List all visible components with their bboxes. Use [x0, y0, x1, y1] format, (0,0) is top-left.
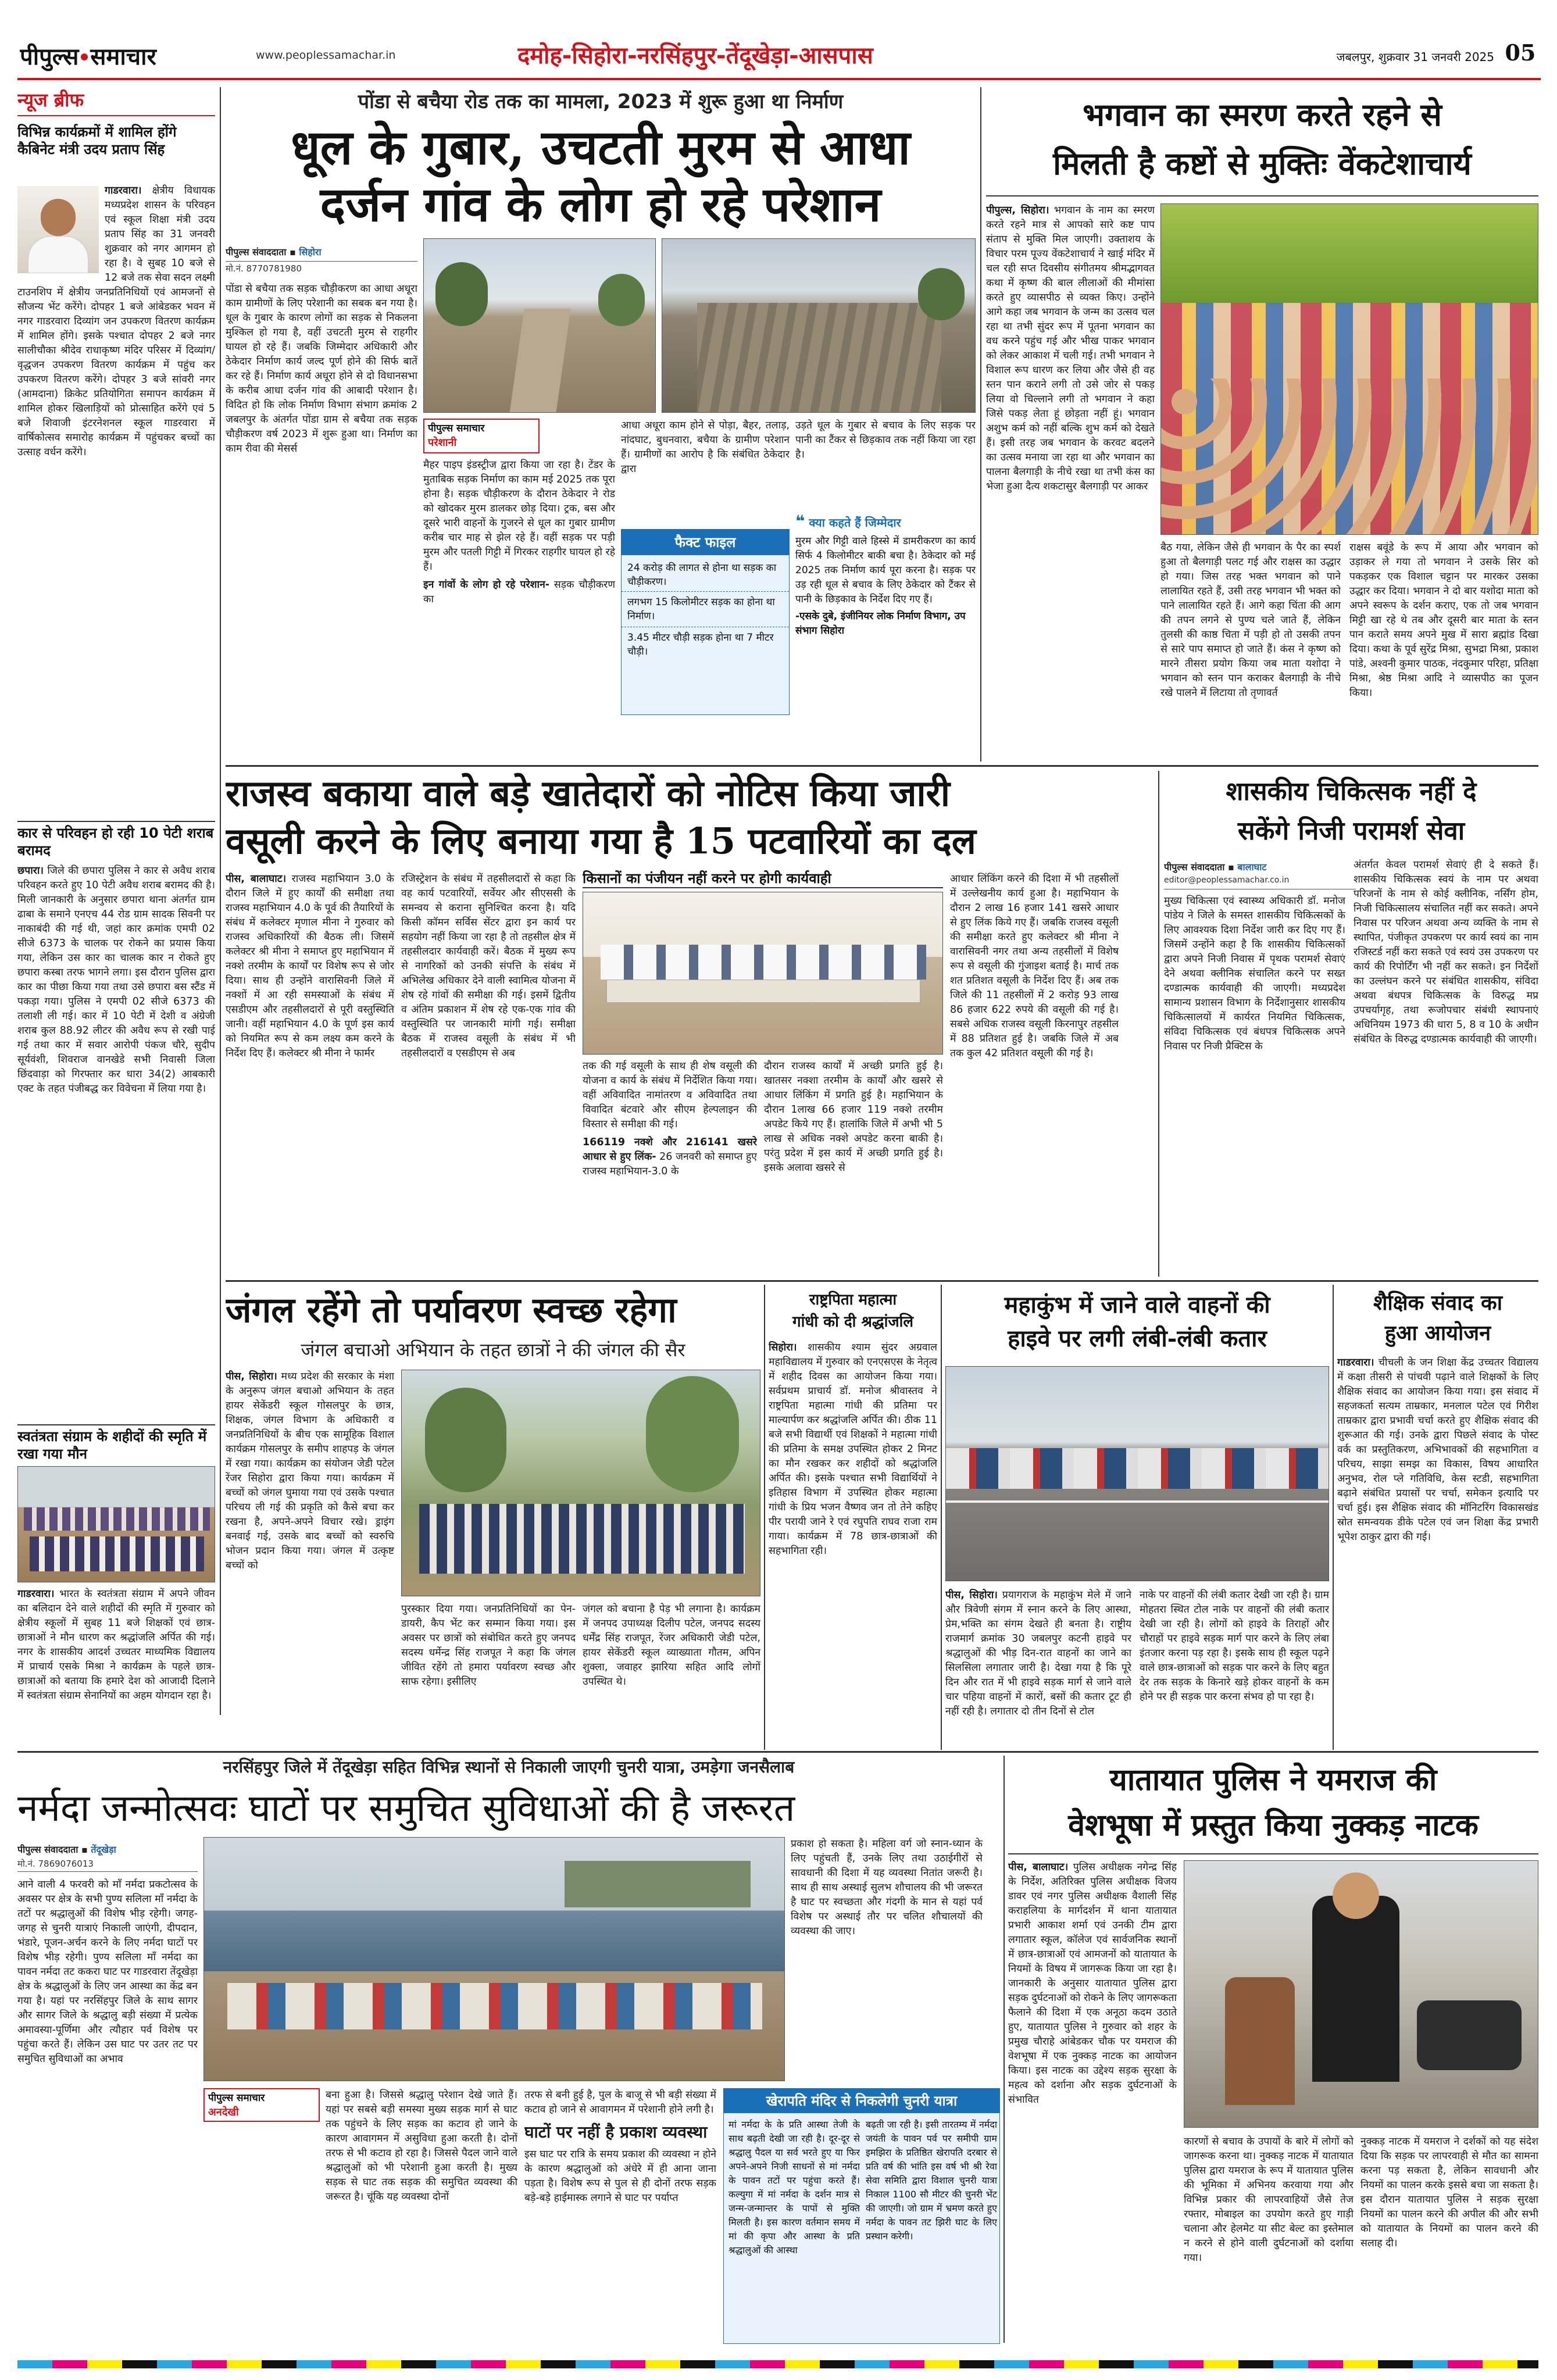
road-headline-2: दर्जन गांव के लोग हो रहे परेशान [320, 177, 881, 233]
road-kicker: पोंडा से बचैया रोड तक का मामला, 2023 में शुरू हुआ था निर्माण [358, 90, 844, 113]
road-byline: पीपुल्स संवाददाता ▪ सिहोरा [226, 245, 417, 262]
brief-3-title: स्वतंत्रता संग्राम के शहीदों की स्मृति में रखा गया मौन [17, 1428, 207, 1462]
road-col2-text: मैहर पाइप इंडस्ट्रीज द्वारा किया जा रहा है। टेंडर के मुताबिक सड़क निर्माण का काम मई 2025 तक पूरा होना है। सड़क चौड़ीकरण के दौरान ठेकेदार ने रोड को खोदकर मुरम डालकर छोड़ दिया। ट्रक, बस और दूसरे भारी वाहनों के गुजरने से धूल का गुबार ग्रामीण करीब चार माह से झेल रहे हैं। वहीं सड़क पर पड़ी मुरम और पतली गिट्टी में गिरकर राहगीर घायल हो रहे हैं। [423, 459, 615, 573]
traffic-col1-text: पुलिस अधीक्षक नगेन्द्र सिंह के निर्देश, अतिरिक्त पुलिस अधीक्षक विजय डावर एवं नगर पुलिस अधीक्षक वैशाली सिंह कराहलिया के मार्गदर्शन में थाना यातायात प्रभारी आकाश शर्मा एवं उनकी टीम द्वारा लगातार स्कूल, कॉलेज एवं सार्वजनिक स्थानों में छात्र-छात्राओं एवं आमजनों को यातायात के नियमों के विषय में जागरूक किया जा रहा है। जानकारी के अनुसार यातायात पुलिस द्वारा सड़क दुर्घटनाओं को रोकने के लिए जागरूकता फैलाने की दिशा में एक अनूठा कदम उठाते हुए, यातायात पुलिस ने गुरुवार को शहर के प्रमुख चौराहे आंबेडकर चौक पर यमराज की वेशभूषा में एक नुक्कड़ नाटक का आयोजन किया। इस नाटक का उद्देश्य सड़क सुरक्षा के महत्व को दर्शाना और सड़क दुर्घटनाओं के संभावित [1008, 1861, 1177, 2106]
edu-headline-1: शैक्षिक संवाद का [1373, 1291, 1503, 1315]
brief-1-title: विभिन्न कार्यक्रमों में शामिल होंगे कैबिनेट मंत्री उदय प्रताप सिंह [17, 124, 177, 158]
road-tag-label: परेशानी [428, 437, 457, 449]
dusty-road-photo-1 [423, 238, 656, 413]
brief-1-place: गाडरवारा। [105, 185, 142, 196]
narmada-ghat-photo [203, 1837, 785, 2081]
revenue-meeting-photo [583, 892, 943, 1055]
revenue-col-2 [401, 872, 576, 1273]
narmada-headline: नर्मदा जन्मोत्सवः घाटों पर समुचित सुविधाओं की है जरूरत [17, 1787, 795, 1830]
brief-3-place: गाडरवारा। [17, 1588, 55, 1600]
revenue-col3-text: तक की गई वसूली के साथ ही शेष वसूली की योजना व कार्य के संबंध में निर्देशित किया गया। वहीं अविवादित नामांतरण व अविवादित तथा विवादित बंटवारे और सीएम हेल्पलाइन की विस्तार से समीक्षा की गई। [583, 1060, 757, 1130]
forest-col3-text: जंगल को बचाना है पेड़ भी लगाना है। कार्यक्रम में जनपद उपाध्यक्ष दिलीप पटेल, जनपद सदस्य धर्मेंद्र सिंह राजपूत, रेंजर अधिकारी जेडी पटेल, हायर सेकेंडरी स्कूल व्याख्याता गौतम, अपिन शुक्ला, जवाहर झारिया सहित आदि लोगों उपस्थित थे। [583, 1603, 760, 1688]
forest-students-photo [401, 1370, 760, 1596]
narmada-col4-text: प्रकाश हो सकता है। महिला वर्ग जो स्नान-ध्यान के लिए पहुंचती हैं, उनके लिए तथा उठाईगीरों से सावधानी की दिशा में यह व्यवस्था नितांत जरूरी है। साथ ही साथ अस्थाई सुलभ शौचालय की भी जरूरत है घाट पर स्वच्छता और गंदगी के मान से यहां पर्व विशेष पर अस्थाई तौर पर चलित शौचालयों की व्यवस्था की जाए। [791, 1838, 983, 1937]
revenue-col-1 [226, 872, 394, 1273]
revenue-col2-text: रजिस्ट्रेशन के संबंध में तहसीलदारों से कहा कि वह कार्य पटवारियों, सर्वेयर और सीएससी के समन्वय से कराना सुनिश्चित करना है। यदि किसी कॉमन सर्विस सेंटर द्वारा इन कार्य पर सहयोग नहीं किया जा रहा है तो तहसील क्षेत्र में तहसीलदार कार्यवाही करें। बैठक में मुख्य रूप से नागरिकों को उनकी संपत्ति के संबंध में अभिलेख अधिकार देने वाली स्वामित्व योजना में शेष रहे गांवों की समीक्षा की गई। इसमें द्वितीय व अंतिम प्रकाशन में शेष रहे एक-एक गांव की वस्तुस्थिति पर जानकारी मांगी गई। समीक्षा बैठक में राजस्व वसूली के संबंध में भी तहसीलदारों व एसडीएम से अब [401, 873, 576, 1059]
forest-story [226, 1285, 760, 1750]
traffic-col-1 [1008, 1860, 1177, 2346]
brief-2-place: छपारा। [17, 865, 44, 877]
region-1: दमोह- [517, 42, 572, 69]
fact-1: 24 करोड़ की लागत से होना था सड़क का चौड़ीकरण। [622, 555, 789, 592]
traffic-col-3 [1360, 2135, 1538, 2346]
response-name: -एसके दुबे, इंजीनियर लोक निर्माण विभाग, उप संभाग सिहोरा [795, 610, 966, 637]
narmada-byline: पीपुल्स संवाददाता ▪ तेंदूखेड़ा [17, 1844, 116, 1855]
narmada-col3-sub: घाटों पर नहीं है प्रकाश व्यवस्था [524, 2122, 708, 2142]
doctor-col-1 [1164, 894, 1345, 1272]
bhagwat-col-1 [986, 203, 1155, 762]
brief-1-text [17, 184, 215, 660]
edu-place: गाडरवारा। [1337, 1357, 1374, 1368]
brand-left: पीपुल्स [20, 43, 79, 70]
highway-queue-photo [945, 1366, 1329, 1581]
forest-col-1 [226, 1370, 394, 1748]
bhagwat-col1-text: भगवान के नाम का स्मरण करते रहने मात्र से आपको सारे कष्ट पाप संताप से मुक्ति मिल जाएगी। उक्ताशय के विचार परम पूज्य वेंकटेशाचार्य ने खाई मंदिर में चल रही सप्त दिवसीय संगीतमय श्रीमद्भागवत कथा में कृष्ण की बाल लीलाओं की मीमांसा करते हुए व्यासपीठ से व्यक्त किए। उन्होंने आगे कहा जब भगवान के जन्म का उत्सव चल रहा था तभी सुंदर रूप में पूतना भगवान का वध करने पहुंच गई और भीख पाकर भगवान को लेकर आकाश में चली गई। तभी भगवान ने विशाल रूप धारण कर लिया और जैसे ही वह स्तन पान कराने लगी तो उसे जोर से पकड़ लिया वो चिल्लाने लगी तो भगवान ने कहा जिसे पकड़ लेता हूं छोड़ता नहीं हूं। भगवान अशुभ कर्म को नहीं बल्कि शुभ कर्म को देखते हैं। इसी तरह जब भगवान के करवट बदलने का उत्सव मनाया जा रहा था और भगवान का पालना बैलगाड़ी के नीचे रखा था तभी कंस का भेजा हुआ दैत्य शकटासुर बैलगाड़ी पर आकर [986, 205, 1155, 492]
road-tag-brand: पीपुल्स समाचार [428, 423, 485, 434]
road-col-1 [226, 282, 417, 759]
road-byline-a: पीपुल्स संवाददाता [226, 246, 287, 258]
revenue-col5-text: आधार लिंकिंग करने की दिशा में भी तहसीलों में उल्लेखनीय कार्य हुआ है। महाभियान के दौरान 2 लाख 16 हजार 141 खसरे आधार से हुए लिंक किये गए हैं। जबकि राजस्व वसूली की समीक्षा करते हुए कलेक्टर श्री मीना ने वारासिवनी नगर तथा अन्य तहसीलों में विशेष रूप से वसूली की गुंजाइश बताई है। मार्च तक शत प्रतिशत वसूली के निर्देश दिए हैं। अब तक जिले की 11 तहसीलों में 2 करोड़ 93 लाख 86 हजार 622 रुपये की वसूली की गई है। सबसे अधिक राजस्व वसूली किरनापुर तहसील में 88 प्रतिशत हुई है। जबकि जिले में अब तक कुल 42 प्रतिशत वसूली की गई है। [950, 873, 1119, 1059]
kumbh-story [945, 1285, 1329, 1750]
narmada-tag [203, 2088, 320, 2122]
kumbh-headline-2: हाइवे पर लगी लंबी-लंबी कतार [1008, 1325, 1267, 1352]
bhagwat-col-2 [1160, 541, 1341, 762]
narmada-col-2 [326, 2088, 517, 2344]
kumbh-col1-text: प्रयागराज के महाकुंभ मेले में जाने और त्रिवेणी संगम में स्नान करने के लिए आस्था, प्रेम,भक्ति का संगम देखते ही बनता है। राष्ट्रीय राजमार्ग क्रमांक 30 जबलपुर कटनी हाइवे पर श्रद्धालुओं की भीड़ दिन-रात वाहनों का जाने का सिलसिला लगातार जारी है। देखा गया है कि पूरे दिन और रात में भी हाइवे सड़क मार्ग से जाने वाले चार पहिया वाहनों में कारों, बसों की कतार टूट ही नहीं रही है। लगातार दो तीन दिनों से टोल [945, 1589, 1131, 1717]
bhagwat-headline-1: भगवान का स्मरण करते रहने से [1083, 96, 1442, 133]
road-col1-text: पोंडा से बचैया तक सड़क चौड़ीकरण का आधा अधूरा काम ग्रामीणों के लिए परेशानी का सबक बन गया है। धूल के गुबार के कारण लोगों का सड़क से निकलना मुश्किल हो गया है, वहीं उचटती मुरम से राहगीर घायल हो रहे हैं। जबकि जिम्मेदार अधिकारी और ठेकेदार निर्माण कार्य जल्द पूर्ण होने की सिर्फ बातें कर रहे हैं। निर्माण कार्य अधूरा होने से दो विधानसभा के करीब आधा दर्जन गांव की आबादी परेशान है। विदित हो कि लोक निर्माण विभाग संभाग क्रमांक 2 जबलपुर के अंतर्गत पोंडा ग्राम से बचैया तक सड़क चौड़ीकरण वर्ष 2023 में शुरू हुआ था। निर्माण का काम रीवा की मेसर्स [226, 283, 417, 455]
revenue-col4-text: दौरान राजस्व कार्यों में अच्छी प्रगति हुई है। खातसर नक्शा तरमीम के कार्यों और खसरे से आधार लिंकिंग में प्रगति हुई है। महाभियान के दौरान 1लाख 66 हजार 119 नक्शे तरमीम अपडेट किये गए हैं। हालांकि जिले में अभी भी 5 लाख से अधिक नक्शे अपडेट करना बाकी है। परंतु प्रदेश में इस कार्य में अच्छी प्रगति हुई है। इसके अलावा खसरे से [764, 1060, 943, 1174]
page-number: 05 [1505, 40, 1536, 66]
brief-2-body: जिले की छपारा पुलिस ने कार से अवैध शराब परिवहन करते हुए 10 पेटी अवैध शराब बरामद की है। मिली जानकारी के अनुसार छपारा थाना अंतर्गत ग्राम ढाबा के समाने एनएच 44 रोड ग्राम सादक सिवनी पर नाकाबंदी की गई थी, जहां कार क्रमांक एमपी 02 सीजे 6373 के चालक पर रोकने का प्रयास किया गया, लेकिन उस कार का चालक कार न रोकते हुए छपारा कस्बा तरफ भागने लगा। इस दौरान पुलिस द्वारा कार का पीछा किया गया तथा उसे छपारा बस स्टैंड में पकड़ा गया। पुलिस ने एमपी 02 सीजे 6373 की तलाशी ली गई। कार में 10 पेटी में देशी व अंग्रेजी शराब कुल 88.92 लीटर की अवैध रूप से रखी पाई गई तथा कार में सवार आरोपी पंकज चौरे, सुदीप सूर्यवंशी, शिवराज वानखेडे सभी निवासी जिला छिंदवाड़ा को गिरफ्तार कर धारा 34(2) आबकारी एक्ट के तहत पंजीबद्ध कर विवेचना में लिया गया है। [17, 865, 215, 1095]
doctor-byline: पीपुल्स संवाददाता ▪ बालाघाट [1164, 862, 1267, 873]
chunari-box-col-1: मां नर्मदा के के प्रति आस्था तेजी के साथ बढ़ती देखी जा रही है। दूर-दूर से श्रद्धालु पैदल या सर्व भरते हुए या फिर अपने-अपने निजी साधनों से मां नर्मदा के पावन तटों पर पहुंचा करते हैं। कल्युगा में मां नर्मदा के दर्शन मात्र से जन्म-जन्मान्तर के पापों से मुक्ति मिलती है। इस कारण वर्तमान समय में मां की कृपा और आस्था के प्रति श्रद्धालुओं की आस्था [728, 2119, 860, 2256]
kumbh-col-1 [945, 1588, 1131, 1749]
brand-dot-icon [81, 53, 88, 60]
region-4: तेंदूखेड़ा- [726, 42, 799, 69]
chunari-box-col-2: बढ़ती जा रही है। इसी तारतम्य में नर्मदा जयंती के पावन पर्व पर समीपी ग्राम इमझिरा के प्रतिष्ठित खेरापति दरबार से प्रति वर्ष की भांति इस वर्ष भी श्री रेवा सेवा समिति द्वारा विशाल चुनरी यात्रा निकाल 1100 सौ मीटर की चुनरी भेंट की जाएगी। जो ग्राम में भ्रमण करते हुए नर्मदा के पावन तट झिरी घाट के लिए प्रस्थान करेगी। [866, 2119, 997, 2242]
forest-col-3 [583, 1602, 760, 1748]
road-mobile: मो.नं. 8770781980 [226, 263, 302, 274]
road-headline-1: धूल के गुबार, उचटती मुरम से आधा [291, 120, 910, 176]
road-col4-text: उड़ते धूल के गुबार से बचाव के लिए सड़क पर पानी का टैंकर से छिड़काव तक नहीं किया जा रहा है। [795, 420, 976, 460]
farmer-subhead: किसानों का पंजीयन नहीं करने पर होगी कार्यवाही [583, 869, 943, 888]
narmada-col-1 [17, 1878, 198, 2343]
fact-file-box [621, 529, 790, 715]
official-response [795, 512, 976, 756]
narmada-col-4 [791, 1837, 983, 2081]
road-col3-text: आधा अधूरा काम होने से पोड़ा, बैहर, तलाड़, नांदघाट, बुधनवारा, बचैया के ग्रामीण परेशान हैं। ग्रामीणों का आरोप है कि संबंधित ठेकेदार द्वारा [621, 420, 790, 475]
road-col-3 [621, 419, 790, 523]
revenue-col3-bold: 166119 नक्शे और 216141 खसरे आधार से हुए लिंक- [583, 1137, 757, 1163]
edu-body [1337, 1356, 1538, 1749]
brand-right: समाचार [90, 43, 156, 70]
doctor-byline-a: पीपुल्स संवाददाता [1164, 862, 1225, 873]
response-text: मुरम और गिट्टी वाले हिस्से में डामरीकरण का कार्य सिर्फ 4 किलोमीटर बाकी बचा है। ठेकेदार को मई 2025 तक निर्माण कार्य पूरा करना है। सड़क पर उड़ रही धूल से बचाव के लिए ठेकेदार को टैंकर से पानी के छिड़काव के निर्देश दिए गए हैं। [795, 535, 976, 605]
bhagwat-col-3 [1349, 541, 1538, 762]
road-col2-tail: सड़क चौड़ीकरण का [423, 579, 615, 605]
revenue-headline-1: राजस्व बकाया वाले बड़े खातेदारों को नोटिस किया जारी [226, 772, 950, 814]
traffic-headline-2: वेशभूषा में प्रस्तुत किया नुक्कड़ नाटक [1068, 1807, 1479, 1843]
fact-3: 3.45 मीटर चौड़ी सड़क होना था 7 मीटर चौड़ी। [627, 632, 774, 657]
brand-logo[interactable] [20, 40, 252, 74]
revenue-col-5 [950, 872, 1119, 1273]
brief-2-title: कार से परिवहन हो रही 10 पेटी शराब बरामद [17, 825, 214, 859]
bhagwat-col3-text: राक्षस बवूंडे के रूप में आया और भगवान को उड़ाकर ले गया तो भगवान ने उसके सिर को पकड़कर एक विशाल चट्टान पर मारकर उसका उद्धार कर दिया। भगवान ने दो बार यशोदा माता को अपने स्वरूप के दर्शन कराए, एक तो जब भगवान मिट्टी खा रहे थे तब और दूसरी बार माता के स्तन पान कराते समय अपने मुख में सारा ब्रह्मांड दिखा दिया। कथा के पूर्व सुरेंद्र मिश्रा, सुभद्रा मिश्रा, प्रकाश पांडे, अश्वनी कुमार पाठक, नंदकुमार परिहा, प्रतिक्षा मिश्रा, श्रेष्ठ मिश्रा आदि ने व्यासपीठ का पूजन किया। [1349, 542, 1538, 699]
traffic-col-2 [1184, 2135, 1354, 2346]
narmada-story [17, 1756, 1000, 2349]
gandhi-body [769, 1341, 937, 1748]
response-title-text: क्या कहते हैं जिम्मेदार [809, 516, 901, 530]
narmada-col1-text: आने वाली 4 फरवरी को माँ नर्मदा प्रकटोत्सव के अवसर पर क्षेत्र के सभी पुण्य सलिला माँ नर्मदा के तटों पर श्रद्धालुओं की विशेष भीड़ रहेगी। जगह-जगह से चुनरी यात्राएं निकाली जाएंगी, दीपदान, भंडारे, पूजन-अर्चन करने के लिए नर्मदा घाटों पर विशेष भीड़ रहेगी। पुण्य सलिला माँ नर्मदा का पावन नर्मदा तट ककरा घाट पर गाडरवारा तेंदूखेड़ा क्षेत्र के श्रद्धालुओं के लिए जन आस्था का केंद्र बन गया है। यहां पर नरसिंहपुर जिले के साथ सागर और सागर जिले के श्रद्धालु बड़ी संख्या में प्रत्येक अमावस्या-पूर्णिमा और त्यौहार पर्व विशेष पर पहुंचा करते हैं। लेकिन उस घाट पर उतर तट पर समुचित सुविधाओं का अभाव [17, 1879, 198, 2065]
narmada-col3-tail: इस घाट पर रात्रि के समय प्रकाश की व्यवस्था न होने के कारण श्रद्धालुओं को अंधेरे में ही आना जाना पड़ता है। विशेष रूप से पुल से ही दोनों तरफ सड़क बड़े-बड़े हाईमास्क लगाने से घाट पर पर्याप्त [524, 2149, 716, 2204]
gandhi-headline-2: गांधी को दी श्रद्धांजलि [792, 1313, 914, 1331]
traffic-col2-text: कारणों से बचाव के उपायों के बारे में लोगों को जागरूक करना था। नुक्कड़ नाटक में यातायात पुलिस द्वारा यमराज के रूप में यातायात पुलिस की भूमिका में अभिनय करवाया गया और विभिन्न प्रकार की लापरवाहियों जैसे तेज रफ्तार, मोबाइल का उपयोग करते हुए गाड़ी चलाना और हेलमेट या सीट बेल्ट का इस्तेमाल न करने से होने वाली दुर्घटनाओं को दर्शाया गया। [1184, 2136, 1354, 2264]
forest-col-2 [401, 1602, 576, 1748]
gandhi-story [769, 1285, 937, 1750]
quote-icon: ❝ [795, 512, 805, 531]
road-col-4 [795, 419, 976, 506]
doctor-byline-b: बालाघाट [1237, 862, 1267, 873]
revenue-col3-tail: 26 जनवरी को समाप्त हुए राजस्व महाभियान-3.0 के [583, 1151, 757, 1177]
brief-2-text [17, 864, 215, 1468]
road-tag [423, 419, 540, 453]
print-registration-strip [17, 2360, 1538, 2368]
kumbh-col-2 [1140, 1588, 1329, 1749]
doctor-headline-1: शासकीय चिकित्सक नहीं दे [1226, 777, 1477, 806]
narmada-kicker: नरसिंहपुर जिले में तेंदूखेड़ा सहित विभिन्न स्थानों से निकाली जाएगी चुनरी यात्रा, उमड़ेगा जनसैलाब [223, 1757, 795, 1777]
kumbh-col2-text: नाके पर वाहनों की लंबी कतार देखी जा रही है। ग्राम मोहतरा स्थित टोल नाके पर वाहनों की लंबी कतार देखी जा रही है। लोगों को हाइवे के तिराहों और चौराहों पर हाइवे सड़क मार्ग पार करने के लिए लंबा इंतजार करना पड़ रहा है। इसके साथ ही स्कूल पढ़ने वाले छात्र-छात्राओं को सड़क पार करने के लिए बहुत देर तक सड़क के किनारे खड़े होकर वाहनों के कम होने पर ही सड़क पार करना संभव हो पा रहा है। [1140, 1589, 1329, 1703]
dateline: जबलपुर, शुक्रवार 31 जनवरी 2025 [1336, 50, 1494, 64]
revenue-headline-2: वसूली करने के लिए बनाया गया है 15 पटवारियों का दल [226, 820, 976, 862]
narmada-col3-text: तरफ से बनी हुई है, पुल के बाजू से भी बड़ी संख्या में कटाव हो जाने से आवागमन में परेशानी होने लगी है। [524, 2089, 716, 2115]
brief-3-body: भारत के स्वतंत्रता संग्राम में अपने जीवन का बलिदान देने वाले शहीदों की स्मृति में गुरुवार को क्षेत्रीय स्कूलों में सुबह 11 बजे शिक्षकों एवं छात्र-छात्राओं ने मौन धारण कर श्रद्धांजलि अर्पित की गई। नगर के शासकीय आदर्श उच्चतर माध्यमिक विद्यालय में प्राचार्य एसके मिश्रा ने कार्यक्रम के पहले छात्र-छात्राओं को बताया कि हमारे देश को आजादी दिलाने में स्वतंत्रता संग्राम सेनानियों का अहम योगदान रहा है। [17, 1588, 215, 1702]
bhagwat-story [986, 87, 1538, 762]
fact-file-title: फैक्ट फाइल [622, 530, 789, 555]
masthead [17, 35, 1541, 80]
bhagwat-audience-photo [1160, 203, 1538, 535]
narmada-tag-brand: पीपुल्स समाचार [208, 2092, 265, 2104]
chunari-yatra-box [723, 2088, 1000, 2344]
doctor-story [1164, 771, 1538, 1277]
brief-label: न्यूज ब्रीफ [17, 87, 215, 116]
traffic-place: पीस, बालाघाट। [1008, 1861, 1069, 1873]
region-3: नरसिंहपुर- [637, 42, 726, 69]
school-silence-photo [17, 1466, 215, 1582]
doctor-headline-2: सकेंगे निजी परामर्श सेवा [1237, 816, 1465, 846]
narmada-col-3 [524, 2088, 716, 2344]
narmada-tag-label: अनदेखी [208, 2106, 239, 2118]
revenue-place: पीस, बालाघाट। [226, 873, 287, 885]
road-col2-sub: इन गांवों के लोग हो रहे परेशान- [423, 579, 550, 591]
forest-place: पीस, सिहोरा। [226, 1371, 277, 1382]
gandhi-headline-1: राष्ट्रपिता महात्मा [809, 1291, 897, 1309]
narmada-byline-a: पीपुल्स संवाददाता [17, 1844, 78, 1855]
kumbh-headline-1: महाकुंभ में जाने वाले वाहनों की [1004, 1291, 1270, 1318]
region-title [517, 38, 1273, 77]
road-story [226, 87, 976, 762]
narmada-col2-text: बना हुआ है। जिससे श्रद्धालु परेशान देखे जाते हैं। यहां पर सबसे बड़ी समस्या मुख्य सड़क मार्ग से घाट तक पहुंचने के लिए सड़क का कटाव हो जाने के कारण आवागमन में असुविधा हुआ करती है। दोनों तरफ से भी कटाव हो रहा है। जिससे पैदल जाने वाले श्रद्धालुओं को भी परेशानी हुआ करती है। मुख्य सड़क से घाट तक सड़क की समुचित व्यवस्था की जरूरत है। चूंकि यह व्यवस्था दोनों [326, 2089, 517, 2203]
chunari-box-title: खेरापति मंदिर से निकलेगी चुनरी यात्रा [724, 2089, 999, 2113]
doctor-col1-text: मुख्य चिकित्सा एवं स्वास्थ्य अधिकारी डॉ. मनोज पांडेय ने जिले के समस्त शासकीय चिकित्सकों के लिए आवश्यक दिशा निर्देश जारी कर दिए गए हैं। जिसमें उन्होंने कहा है कि शासकीय चिकित्सकों द्वारा अपने निजी निवास में पृथक परामर्श सेवाएं देने अथवा क्लीनिक संचालित करने पर सख्त दण्डात्मक कार्यवाही की जाएगी। मध्यप्रदेश सामान्य प्रशासन विभाग के निर्देशानुसार शासकीय चिकित्सालयों में कार्यरत नियमित चिकित्सक, संविदा चिकित्सक एवं बंधपत्र चिकित्सक अपने निवास पर निजी प्रैक्टिस के [1164, 895, 1345, 1052]
forest-kicker: जंगल बचाओ अभियान के तहत छात्रों ने की जंगल की सैर [301, 1339, 685, 1361]
revenue-col-4 [764, 1059, 943, 1274]
narmada-col-2b [203, 2128, 320, 2343]
brief-1-body: क्षेत्रीय विधायक मध्यप्रदेश शासन के परिवहन एवं स्कूल शिक्षा मंत्री उदय प्रताप सिंह का 31 जनवरी शुक्रवार को नगर आगमन हो रहा है। वे सुबह 10 बजे से 12 बजे तक सेवा सदन लक्ष्मी टाउनशिप में क्षेत्रीय जनप्रतिनिधियों एवं आमजनों से सौजन्य भेंट करेंगे। दोपहर 1 बजे आंबेडकर भवन में नगर गाडरवारा दिव्यांग जन उपकरण वितरण कार्यक्रम में शामिल होंगे। इसके पश्चात दोपहर 2 बजे नगर सालीचौका श्रीदेव राधाकृष्ण मंदिर परिसर में दिव्यांग/वृद्धजन उपकरण वितरण कार्यक्रम में पहुंच कर उपकरण वितरण करेंगे। दोपहर 3 बजे सांवरी नगर (आमदाना) क्रिकेट प्रतियोगिता समापन कार्यक्रम में शामिल होकर खिलाड़ियों को प्रोत्साहित करेंगे एवं 5 बजे शिवाजी इंटरनेशनल स्कूल गाडरवारा में वार्षिकोत्सव समारोह कार्यक्रम में पहुंचकर बच्चों का उत्साह वर्धन करेंगे। [17, 185, 215, 458]
doctor-col-2 [1354, 858, 1538, 1272]
forest-col1-text: मध्य प्रदेश की सरकार के मंशा के अनुरूप जंगल बचाओ अभियान के तहत हायर सेकेंडरी स्कूल गोसलपुर के छात्र, शिक्षक, जंगल विभाग के अधिकारी व जनप्रतिनिधियों के बीच एक सामूहिक विशाल कार्यक्रम गोसलपुर के समीप शाहपड़ के जंगल में रखा गया। कार्यक्रम का संयोजन जेडी पटेल रेंजर सिहोरा द्वारा किया गया। कार्यक्रम में बच्चों को जंगल घुमाया गया एवं उसके पश्चात परिचय ली गई की प्रकृति को कैसे बचा कर रखना है, अपने-अपने विचार रखे। ड्राइंग बनवाई गई, उसके बाद बच्चों को स्वरुचि भोजन प्रदान किया गया। जंगल में उत्कृष्ट बच्चों को [226, 1371, 394, 1571]
road-col-2 [423, 458, 615, 760]
narmada-mobile: मो.नं. 7869076013 [17, 1858, 198, 1872]
fact-2: लगभग 15 किलोमीटर सड़क का होना था निर्माण। [622, 592, 789, 627]
forest-headline: जंगल रहेंगे तो पर्यावरण स्वच्छ रहेगा [226, 1290, 677, 1331]
region-5: आसपास [798, 42, 873, 69]
website[interactable]: www.peoplessamachar.in [256, 49, 396, 62]
bhagwat-place: पीपुल्स, सिहोरा। [986, 205, 1049, 216]
road-byline-b: सिहोरा [299, 246, 322, 258]
revenue-col1-text: राजस्व महाभियान 3.0 के दौरान जिले में हुए कार्यों की समीक्षा तथा राजस्व महाभियान 4.0 के पूर्व की तैयारियों के संबंध में कलेक्टर मृणाल मीना ने गुरुवार को राजस्व अधिकारियों की बैठक ली। जिसमें कलेक्टर श्री मीना ने समाप्त हुए महाभियान में नक्शे तरमीम के कार्यों पर विशेष रूप से जोर दिया। साथ ही उन्होंने वारासिवनी जिले में नक्शों में आ रही समस्याओं के संबंध में एसडीएम और तहसीलदारों से पूरी वस्तुस्थिति जानी। वहीं महाभियान 4.0 के पूर्ण इस कार्य को नियमित रूप से कम लक्ष्य कम करने के निर्देश दिए हैं। कलेक्टर श्री मीना ने फार्मर [226, 873, 394, 1059]
gandhi-place: सिहोरा। [769, 1342, 797, 1353]
gandhi-text: शासकीय श्याम सुंदर अग्रवाल महाविद्यालय में गुरुवार को एनएसएस के नेतृत्व में शहीद दिवस का आयोजन किया गया। सर्वप्रथम प्राचार्य डॉ. मनोज श्रीवास्तव ने राष्ट्रपिता महात्मा गांधी की प्रतिमा पर माल्यार्पण कर श्रद्धांजलि अर्पित की। ठीक 11 बजे सभी विद्यार्थी एवं शिक्षकों ने महात्मा गांधी की प्रतिमा के समक्ष उपस्थित होकर 2 मिनट का मौन रखकर कर शहीदों को श्रद्धांजलि अर्पित की। इसके पश्चात सभी विद्यार्थियों ने इतिहास विभाग में उपस्थित होकर महात्मा गांधी के प्रिय भजन वैष्णव जन तो तेने कहिए पीर परायी जाने रे एवं रघुपति राघव राजा राम गाया। कार्यक्रम में 78 छात्र-छात्राओं की सहभागिता रही। [769, 1342, 937, 1557]
forest-col2-text: पुरस्कार दिया गया। जनप्रतिनिधियों का पेन-डायरी, कैप भेंट कर सम्मान किया गया। इस अवसर पर छात्रों को संबोधित करते हुए जनपद सदस्य धर्मेन्द्र सिंह राजपूत ने कहा कि जंगल जीवित रहेंगे तो हमारा पर्यावरण स्वच्छ और साफ रहेगा। इसीलिए [401, 1603, 576, 1688]
doctor-col2-text: अंतर्गत केवल परामर्श सेवाएं ही दे सकते हैं। शासकीय चिकित्सक स्वयं के नाम पर अथवा परिजनों के नाम से कोई क्लीनिक, नर्सिंग होम, निजी चिकित्सालय संचालित नहीं कर सकते। अपने निवास पर परिजन अथवा अन्य व्यक्ति के नाम से स्थापित, पंजीकृत उपकरण पर कार्य स्वयं का नाम रजिस्टर्ड नहीं करा सकते एवं स्वयं उस उपकरण पर कार्य की रिपोर्टिंग भी नहीं कर सकते। इन निर्देशों का उल्लंघन करने पर संबंधित शासकीय, संविदा अथवा बंधपत्र चिकित्सक के विरुद्ध मप्र उपचर्यागृह, तथा रूजोपचार संबंधी स्थापनाएं अधिनियम 1973 की धारा 5, 8 व 10 के अधीन संबंधित के विरुद्ध दण्डात्मक कार्यवाही की जाएगी। [1354, 859, 1538, 1045]
response-title [795, 512, 976, 531]
traffic-headline-1: यातायात पुलिस ने यमराज की [1109, 1762, 1437, 1797]
region-2: सिहोरा- [572, 42, 637, 69]
edu-story [1337, 1285, 1538, 1750]
edu-text: चीचली के जन शिक्षा केंद्र उच्चतर विद्यालय में कक्षा तीसरी से पांचवी पढ़ाने वाले शिक्षकों के लिए शैक्षिक संवाद का आयोजन किया गया। इस संवाद में सहजकर्ता सत्यम ताम्रकार, मनलाल पटेल एवं गिरीश ताम्रकार द्वारा प्रभावी चर्चा करते हुए शैक्षिक संवाद की शुरूआत की गई। उनके द्वारा पिछले संवाद के पोस्ट वर्क का प्रस्तुतिकरण, अभिभावकों की सहभागिता व परिचय, साझा समझ का विकास, विषय आधारित अनुभव, रोल प्ले गतिविधि, केस स्टडी, सहभागिता बढ़ाने संबंधित प्रयासों पर चर्चा, समेकन इत्यादि पर चर्चा हुई। इस शैक्षिक संवाद की मॉनिटरिंग विकासखंड स्रोत समन्वयक डीके पटेल एवं जन शिक्षा केंद्र प्रभारी भूपेश ठाकुर द्वारा की गई। [1337, 1357, 1538, 1543]
narmada-byline-b: तेंदूखेड़ा [91, 1844, 116, 1855]
revenue-story [226, 771, 1156, 1277]
traffic-col3-text: नुक्कड़ नाटक में यमराज ने दर्शकों को यह संदेश दिया कि सड़क पर लापरवाही से मौत का सामना करना पड़ सकता है, लेकिन सावधानी और नियमों का पालन करके इससे बचा जा सकता है। इस दौरान यातायात पुलिस ने सड़क सुरक्षा नियमों का पालन करने की अपील की और सभी को यातायात के नियमों का पालन करने की सलाह दी। [1360, 2136, 1538, 2249]
yamraj-play-photo [1184, 1860, 1538, 2128]
revenue-col-3 [583, 1059, 757, 1274]
traffic-story [1008, 1756, 1538, 2349]
bhagwat-col2-text: बैठ गया, लेकिन जैसे ही भगवान के पैर का स्पर्श हुआ तो बैलगाड़ी पलट गई और राक्षस का उद्धार हो गया। जिस तरह भक्त भगवान को पाने लालायित रहते हैं, उसी तरह भगवान भी भक्त को पाने लालायित रहते हैं। आगे कहा चिंता की आग की तपन लगने से पुण्य चले जाते हैं, लेकिन तुलसी की काष्ठ चिता में पड़ी हो तो उसकी तपन से सारे पाप समाप्त हो जाते हैं। कंस ने कृष्ण को मारने तीसरा प्रयोग किया जब माता यशोदा ने भगवान को स्तन पान कराकर बैलगाड़ी के नीचे रखे पालने में लिटाया तो तृणावर्त [1160, 542, 1341, 699]
doctor-email[interactable]: editor@peoplessamachar.co.in [1164, 875, 1356, 889]
kumbh-place: पीस, सिहोरा। [945, 1589, 998, 1601]
bhagwat-headline-2: मिलती है कष्टों से मुक्तिः वेंकटेशाचार्य [1053, 145, 1472, 182]
dusty-road-photo-2 [662, 238, 976, 413]
edu-headline-2: हुआ आयोजन [1384, 1321, 1491, 1345]
